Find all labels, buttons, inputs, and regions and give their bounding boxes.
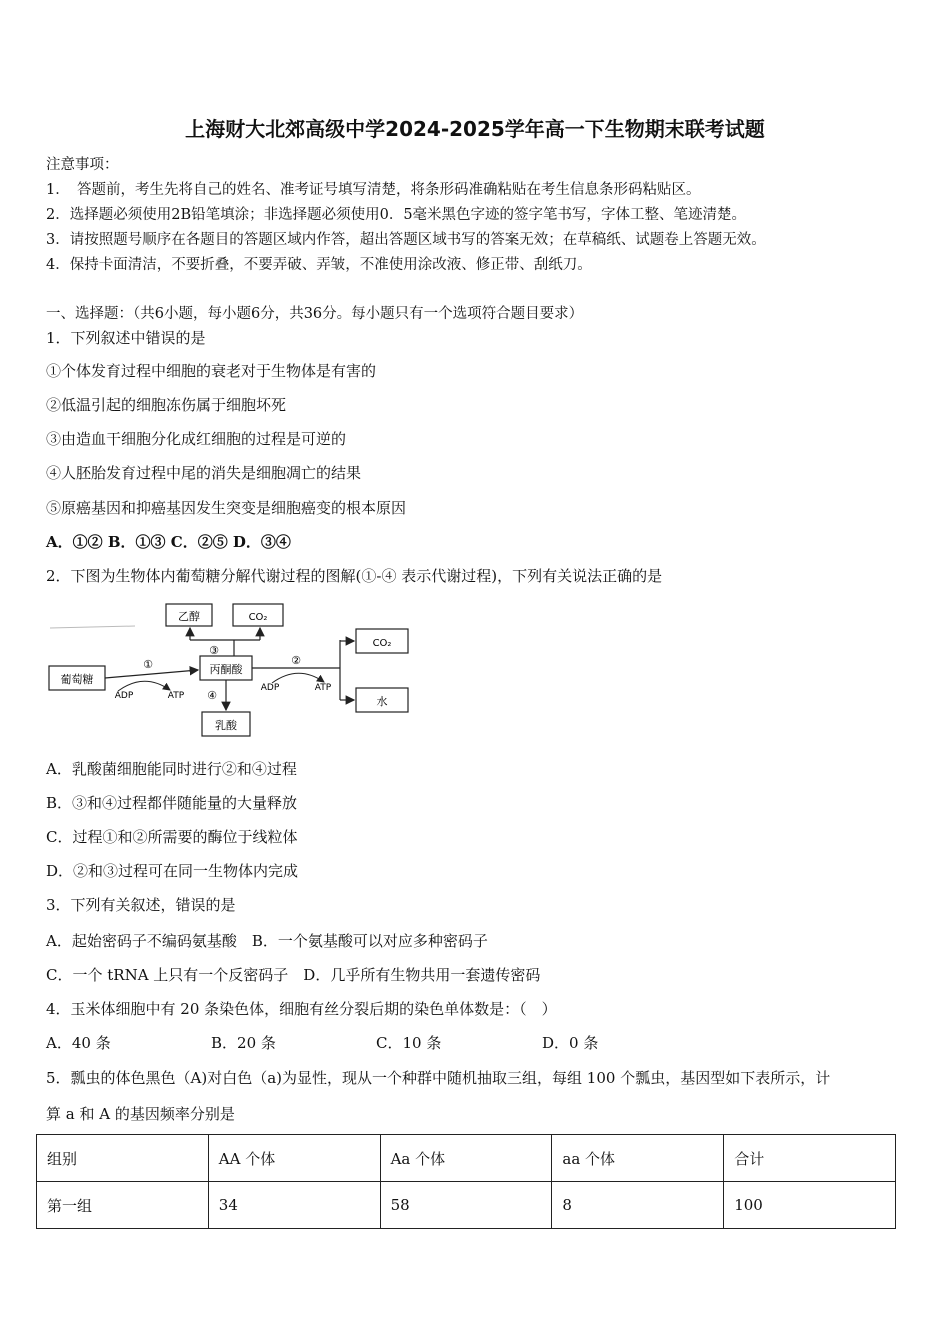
question-3-stem: 3．下列有关叙述，错误的是 — [46, 896, 236, 914]
co2-top-label: CO₂ — [248, 612, 268, 623]
adp-label: ADP — [114, 691, 134, 701]
adp-atp-arrow-2 — [272, 673, 324, 683]
question-1-options: A．①② B．①③ C．②⑤ D．③④ — [46, 533, 291, 551]
process-3-label: ③ — [209, 644, 219, 657]
table-cell: 第一组 — [37, 1182, 209, 1229]
table-header-cell: 组别 — [37, 1135, 209, 1182]
notice-item: 3．请按照题号顺序在各题目的答题区域内作答，超出答题区域书写的答案无效；在草稿纸、试题卷上答题无效。 — [46, 232, 766, 248]
co2-right-label: CO₂ — [372, 638, 392, 649]
ethanol-label: 乙醇 — [178, 610, 200, 623]
question-5-stem: 算 a 和 A 的基因频率分别是 — [46, 1105, 235, 1123]
page-title: 上海财大北郊高级中学2024-2025学年高一下生物期末联考试题 — [185, 117, 765, 141]
question-2-stem: 2．下图为生物体内葡萄糖分解代谢过程的图解(①-④ 表示代谢过程)，下列有关说法正确的是 — [46, 567, 663, 585]
question-3-options: A．起始密码子不编码氨基酸 B．一个氨基酸可以对应多种密码子 — [46, 932, 488, 950]
water-label: 水 — [376, 695, 388, 708]
pyruvate-label: 丙酮酸 — [209, 663, 243, 676]
statement: ③由造血干细胞分化成红细胞的过程是可逆的 — [46, 430, 347, 448]
table-cell: 34 — [208, 1182, 380, 1229]
statement: ①个体发育过程中细胞的衰老对于生物体是有害的 — [46, 362, 377, 380]
notice-item: 2．选择题必须使用2B铅笔填涂；非选择题必须使用0．5毫米黑色字迹的签字笔书写，字体工整、笔迹清楚。 — [46, 207, 747, 223]
atp-label: ATP — [314, 683, 332, 693]
table-header-cell: 合计 — [724, 1135, 896, 1182]
question-4-option: D．0 条 — [542, 1034, 599, 1052]
notice-item: 4．保持卡面清洁，不要折叠，不要弄破、弄皱，不准使用涂改液、修正带、刮纸刀。 — [46, 257, 592, 273]
glucose-metabolism-diagram — [40, 598, 430, 746]
table-cell: 100 — [724, 1182, 896, 1229]
table-header-cell: AA 个体 — [208, 1135, 380, 1182]
question-1-stem: 1．下列叙述中错误的是 — [46, 329, 206, 347]
adp-atp-arrow-1 — [118, 681, 170, 691]
lactic-label: 乳酸 — [215, 719, 237, 732]
statement: ②低温引起的细胞冻伤属于细胞坏死 — [46, 396, 287, 414]
process-2-label: ② — [291, 654, 301, 667]
table-row — [37, 1182, 896, 1229]
adp-label: ADP — [260, 683, 280, 693]
statement: ④人胚胎发育过程中尾的消失是细胞凋亡的结果 — [46, 464, 362, 482]
section-heading: 一、选择题：（共6小题，每小题6分，共36分。每小题只有一个选项符合题目要求） — [46, 306, 584, 322]
process-1-label: ① — [143, 658, 153, 671]
question-4-option: A．40 条 — [46, 1034, 111, 1052]
table-header-row — [37, 1135, 896, 1182]
table-cell: 8 — [552, 1182, 724, 1229]
glucose-label: 葡萄糖 — [60, 673, 94, 686]
statement: ⑤原癌基因和抑癌基因发生突变是细胞癌变的根本原因 — [46, 499, 407, 517]
question-2-option: D．②和③过程可在同一生物体内完成 — [46, 862, 299, 880]
question-2-option: B．③和④过程都伴随能量的大量释放 — [46, 794, 298, 812]
question-4-stem: 4．玉米体细胞中有 20 条染色体，细胞有丝分裂后期的染色单体数是：（ ） — [46, 1000, 557, 1018]
atp-label: ATP — [167, 691, 185, 701]
question-3-options: C．一个 tRNA 上只有一个反密码子 D．几乎所有生物共用一套遗传密码 — [46, 966, 541, 984]
arrow-1 — [105, 670, 198, 678]
process-4-label: ④ — [207, 689, 217, 702]
question-4-option: C．10 条 — [376, 1034, 442, 1052]
scan-mark — [50, 626, 135, 628]
notice-item: 1． 答题前，考生先将自己的姓名、准考证号填写清楚，将条形码准确粘贴在考生信息条形码粘贴区。 — [46, 182, 701, 198]
question-5-stem: 5．瓢虫的体色黑色（A)对白色（a)为显性，现从一个种群中随机抽取三组，每组 100 个瓢虫，基因型如下表所示，计 — [46, 1069, 831, 1087]
table-header-cell: aa 个体 — [552, 1135, 724, 1182]
notice-heading: 注意事项： — [46, 157, 119, 173]
question-4-option: B．20 条 — [211, 1034, 276, 1052]
table-header-cell: Aa 个体 — [380, 1135, 552, 1182]
question-2-option: A．乳酸菌细胞能同时进行②和④过程 — [46, 760, 297, 778]
table-cell: 58 — [380, 1182, 552, 1229]
genotype-table — [36, 1134, 896, 1229]
question-2-option: C．过程①和②所需要的酶位于线粒体 — [46, 828, 298, 846]
